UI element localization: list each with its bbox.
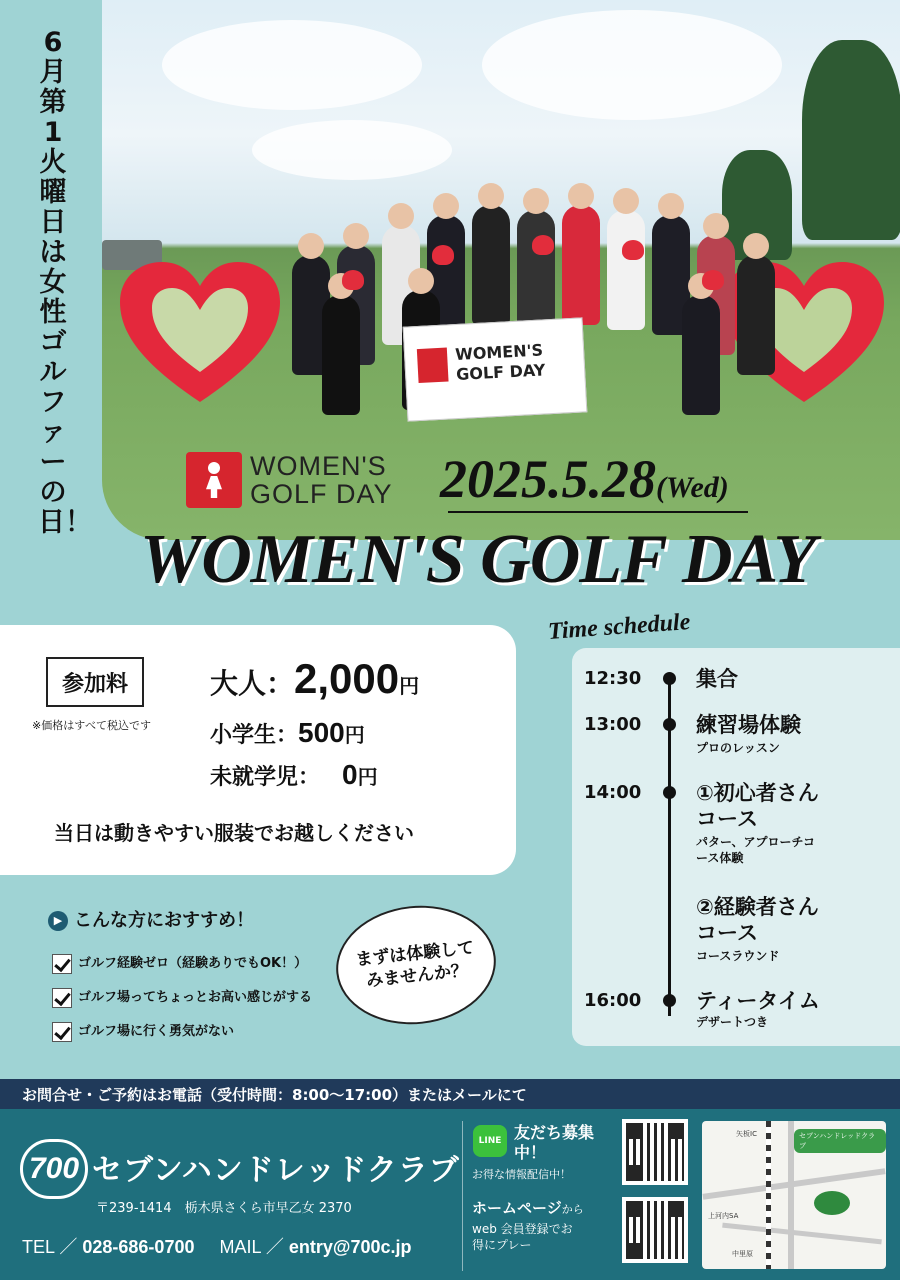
womens-golf-day-banner: [403, 317, 588, 421]
womens-golf-day-logo: [186, 452, 436, 508]
recommend-item: ゴルフ経験ゼロ（経験ありでもOK！）: [52, 952, 307, 974]
inquiry-bar: お問合せ・ご予約はお電話（受付時間：8:00〜17:00）またはメールにて: [0, 1079, 900, 1109]
line-title: 友だち募集中！: [514, 1123, 595, 1162]
play-arrow-icon: ▶: [48, 911, 68, 931]
timeline-dot: [663, 786, 676, 799]
fee-infant: 未就学児： 0円: [210, 759, 378, 790]
line-subtitle: お得な情報配信中！: [472, 1168, 571, 1181]
tax-note: ※価格はすべて税込です: [32, 719, 151, 732]
fee-adult: 大人：2,000円: [210, 655, 420, 702]
side-strip: [0, 0, 102, 620]
recommend-item: ゴルフ場ってちょっとお高い感じがする: [52, 986, 312, 1008]
date-day: (Wed): [656, 471, 729, 504]
club-address: 〒239-1414 栃木県さくら市早乙女 2370: [96, 1201, 352, 1216]
checkbox-icon: [52, 954, 72, 974]
club-name: セブンハンドレッドクラブ: [92, 1153, 460, 1188]
fee-panel: [0, 625, 516, 875]
event-title: WOMEN'S GOLF DAY: [140, 521, 816, 598]
contact-line: TEL ／ 028-686-0700 MAIL ／ entry@700c.jp: [22, 1237, 412, 1257]
event-date: [440, 448, 729, 510]
schedule-panel: 12:30 集合 13:00 練習場体験 プロのレッスン 14:00 ①初心者さんコース パター、アプローチコース体験 ②経験者さんコース コースラウンド 16:00 ティータイム デザートつき: [572, 648, 900, 1046]
logo-line2: GOLF DAY: [250, 479, 393, 509]
line-qr-code[interactable]: [622, 1119, 688, 1185]
fee-child: 小学生：500円: [210, 717, 365, 748]
email-link[interactable]: entry@700c.jp: [288, 1237, 412, 1257]
phone-link[interactable]: 028-686-0700: [82, 1237, 195, 1257]
banner-line2: GOLF DAY: [455, 360, 546, 385]
date-main: 2025.5.28: [440, 449, 656, 509]
timeline-dot: [663, 718, 676, 731]
homepage-subtitle: web 会員登録でお得にプレー: [472, 1222, 573, 1252]
recommend-title: ▶ こんな方におすすめ！: [48, 906, 254, 932]
fee-label: 参加料: [46, 657, 144, 707]
schedule-title: Time schedule: [547, 609, 692, 645]
timeline-dot: [663, 672, 676, 685]
checkbox-icon: [52, 1022, 72, 1042]
vertical-slogan: 6月第1火曜日は女性ゴルファーの日！: [38, 27, 92, 538]
checkbox-icon: [52, 988, 72, 1008]
footer: [0, 1109, 900, 1280]
map-club-tag: セブンハンドレッドクラブ: [794, 1129, 886, 1153]
banner-line1: WOMEN'S: [454, 340, 544, 365]
speech-bubble: まずは体験してみませんか？: [330, 898, 501, 1032]
timeline-dot: [663, 994, 676, 1007]
golf-course-marker: [814, 1191, 850, 1215]
line-icon: LINE: [473, 1125, 507, 1157]
date-underline: [448, 511, 748, 513]
club-logo: 700: [20, 1139, 88, 1199]
homepage-qr-code[interactable]: [622, 1197, 688, 1263]
recommend-item: ゴルフ場に行く勇気がない: [52, 1020, 234, 1042]
homepage-title: ホームページから: [472, 1199, 584, 1217]
logo-line1: WOMEN'S: [250, 451, 387, 481]
access-map: セブンハンドレッドクラブ 矢板IC 上河内SA 中里原: [702, 1121, 886, 1269]
dress-message: 当日は動きやすい服装でお越しください: [54, 821, 414, 845]
heart-float-left: [120, 262, 280, 412]
